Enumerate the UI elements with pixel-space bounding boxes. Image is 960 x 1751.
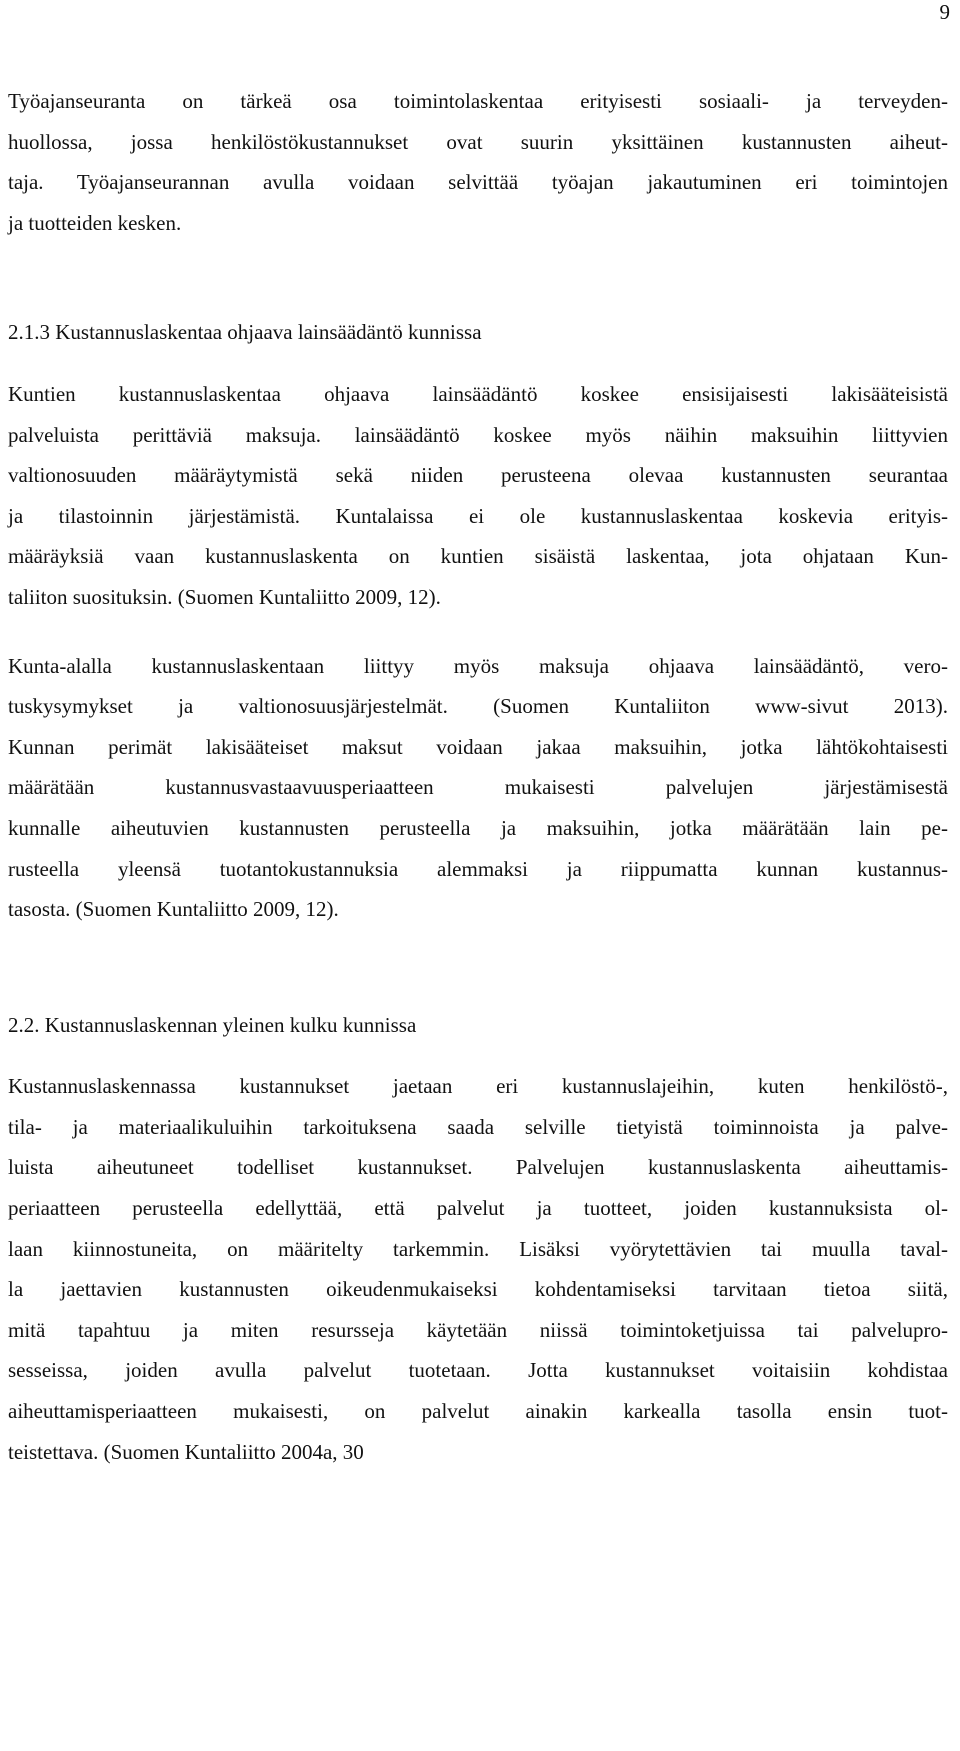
text-line: rusteella yleensä tuotantokustannuksia alemmaksi ja riippumatta kunnan kustannus- [8, 856, 948, 881]
page-number: 9 [939, 0, 950, 24]
text-line: tila- ja materiaalikuluihin tarkoituksena saada selville tietyistä toiminnoista ja palve- [8, 1114, 948, 1139]
text-line: ja tuotteiden kesken. [8, 210, 182, 235]
paragraph-legislation [8, 374, 948, 618]
text-line: tuskysymykset ja valtionosuusjärjestelmät. (Suomen Kuntaliiton www-sivut 2013). [8, 694, 948, 719]
text-line: Kunta-alalla kustannuslaskentaan liittyy myös maksuja ohjaava lainsäädäntö, vero- [8, 653, 948, 678]
text-line: huollossa, jossa henkilöstökustannukset ovat suurin yksittäinen kustannusten aiheut- [8, 129, 948, 154]
paragraph-time-tracking [8, 81, 948, 243]
text-line: tasosta. (Suomen Kuntaliitto 2009, 12). [8, 897, 339, 922]
text-line: Kuntien kustannuslaskentaa ohjaava lainsäädäntö koskee ensisijaisesti lakisääteisistä [8, 381, 948, 406]
text-line: Kustannuslaskennassa kustannukset jaetaan eri kustannuslajeihin, kuten henkilöstö-, [8, 1074, 948, 1099]
text-line: palveluista perittäviä maksuja. lainsäädäntö koskee myös näihin maksuihin liittyvien [8, 422, 948, 447]
text-line: teistettava. (Suomen Kuntaliitto 2004a, 30 [8, 1439, 364, 1464]
text-line: määräyksiä vaan kustannuslaskenta on kuntien sisäistä laskentaa, jota ohjataan Kun- [8, 544, 948, 569]
text-line: periaatteen perusteella edellyttää, että palvelut ja tuotteet, joiden kustannuksista ol- [8, 1196, 948, 1221]
section-heading-2-2: 2.2. Kustannuslaskennan yleinen kulku kunnissa [8, 1012, 417, 1037]
text-line: aiheuttamisperiaatteen mukaisesti, on palvelut ainakin karkealla tasolla ensin tuot- [8, 1399, 948, 1424]
text-line: Työajanseuranta on tärkeä osa toimintolaskentaa erityisesti sosiaali- ja terveyden- [8, 89, 948, 113]
section-heading-2-1-3: 2.1.3 Kustannuslaskentaa ohjaava lainsäädäntö kunnissa [8, 320, 482, 345]
text-line: luista aiheutuneet todelliset kustannukset. Palvelujen kustannuslaskenta aiheuttamis- [8, 1155, 948, 1180]
paragraph-municipal-fees [8, 646, 948, 930]
text-line: ja tilastoinnin järjestämistä. Kuntalaissa ei ole kustannuslaskentaa koskevia erityis- [8, 503, 948, 528]
paragraph-cost-accounting-flow [8, 1066, 948, 1472]
text-line: valtionosuuden määräytymistä sekä niiden perusteena olevaa kustannusten seurantaa [8, 463, 948, 488]
text-line: la jaettavien kustannusten oikeudenmukaiseksi kohdentamiseksi tarvitaan tietoa siitä, [8, 1277, 948, 1302]
page-content [8, 81, 948, 1472]
text-line: sesseissa, joiden avulla palvelut tuotetaan. Jotta kustannukset voitaisiin kohdistaa [8, 1358, 948, 1383]
text-line: Kunnan perimät lakisääteiset maksut voidaan jakaa maksuihin, jotka lähtökohtaisesti [8, 734, 948, 759]
text-line: kunnalle aiheutuvien kustannusten perusteella ja maksuihin, jotka määrätään lain pe- [8, 815, 948, 840]
text-line: määrätään kustannusvastaavuusperiaatteen mukaisesti palvelujen järjestämisestä [8, 775, 948, 800]
text-line: laan kiinnostuneita, on määritelty tarkemmin. Lisäksi vyörytettävien tai muulla taval- [8, 1236, 948, 1261]
text-line: taja. Työajanseurannan avulla voidaan selvittää työajan jakautuminen eri toimintojen [8, 170, 948, 195]
text-line: taliiton suosituksin. (Suomen Kuntaliitto 2009, 12). [8, 584, 441, 609]
text-line: mitä tapahtuu ja miten resursseja käytetään niissä toimintoketjuissa tai palvelupro- [8, 1317, 948, 1342]
